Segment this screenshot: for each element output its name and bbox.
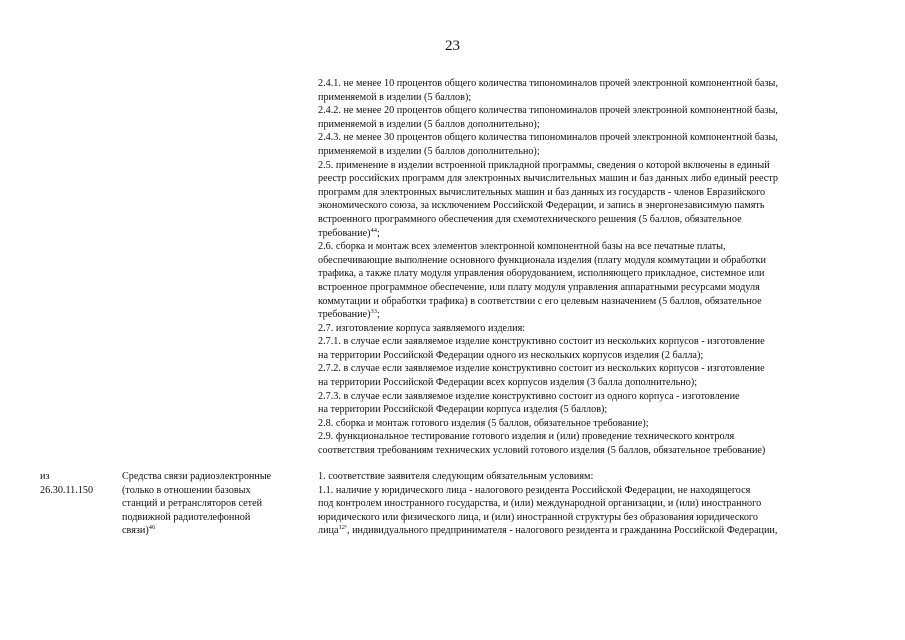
text-line: 2.8. сборка и монтаж готового изделия (5 баллов, обязательное требование); — [318, 417, 649, 429]
code-line: из — [40, 471, 50, 482]
text-line: 2.7.3. в случае если заявляемое изделие конструктивно состоит из одного корпуса - изготовление — [318, 390, 740, 402]
text-line: 2.4.1. не менее 10 процентов общего количества типономиналов прочей электронной компонентной базы, — [318, 78, 778, 89]
text-line: 1. соответствие заявителя следующим обязательным условиям: — [318, 471, 594, 482]
requirement-item — [318, 131, 878, 158]
text-line: на территории Российской Федерации всех корпусов изделия (3 балла дополнительно); — [318, 377, 698, 389]
text-line: обеспечивающие выполнение основного функционала изделия (плату модуля коммутации и обработки — [318, 254, 766, 266]
text-line: 2.5. применение в изделии встроенной прикладной программы, сведения о которой включены в единый — [318, 159, 770, 171]
name-line: (только в отношении базовых — [122, 484, 251, 496]
name-line: Средства связи радиоэлектронные — [122, 471, 272, 482]
text-line: реестр российских программ для электронных вычислительных машин и баз данных либо единый реестр — [318, 173, 778, 185]
text-line: 2.4.3. не менее 30 процентов общего количества типономиналов прочей электронной компонентной базы, — [318, 132, 778, 144]
footnote-marker: 44 — [370, 226, 377, 234]
text-line: 2.7.1. в случае если заявляемое изделие конструктивно состоит из нескольких корпусов - изготовление — [318, 336, 765, 348]
continued-requirements-list — [318, 77, 878, 458]
name-line: подвижной радиотелефонной — [122, 511, 251, 523]
requirement-item — [318, 390, 878, 417]
text-line: 2.7. изготовление корпуса заявляемого изделия: — [318, 322, 526, 334]
requirement-item — [318, 322, 878, 336]
product-name-cell — [122, 470, 302, 538]
text-line: трафика, а также плату модуля управления оборудованием, исполняющего прикладное, системное или — [318, 268, 765, 280]
line-tail: ; — [377, 309, 380, 321]
requirement-item — [318, 159, 878, 241]
text-line: 1.1. наличие у юридического лица - налогового резидента Российской Федерации, не находящегося — [318, 484, 751, 496]
line-tail: , индивидуального предпринимателя - налогового резидента и гражданина Российской Федерации, — [346, 525, 778, 537]
text-line: требование)$^{33}$; — [318, 308, 380, 321]
text-line: под контролем иностранного государства, и (или) международной организации, и (или) иностранного — [318, 498, 762, 510]
requirements-cell — [318, 470, 878, 538]
text-line: 2.7.2. в случае если заявляемое изделие конструктивно состоит из нескольких корпусов - изготовление — [318, 363, 765, 375]
text-line: 2.6. сборка и монтаж всех элементов электронной компонентной базы на все печатные платы, — [318, 241, 726, 253]
footnote-marker: 33 — [370, 308, 377, 316]
text-line: соответствия требованиям технических условий готового изделия (5 баллов, обязательное требование) — [318, 445, 766, 457]
product-code-cell — [40, 470, 110, 497]
text-line: лица$^{12^1}$, индивидуального предпринимателя - налогового резидента и гражданина Российской Федерации, — [318, 524, 778, 537]
code-line: 26.30.11.150 — [40, 484, 94, 496]
name-line: станций и ретрансляторов сетей — [122, 498, 263, 510]
text-line: встроенное программное обеспечение, или плату модуля управления аппаратными ресурсами модуля — [318, 281, 760, 293]
text-line: встроенного программного обеспечения для схемотехнического решения (5 баллов, обязательное — [318, 213, 742, 225]
text-line: юридического или физического лица, и (или) иностранной структуры без образования юридического — [318, 511, 758, 523]
text-line: коммутации и обработки трафика) в соответствии с его целевым назначением (5 баллов, обязательное — [318, 295, 762, 307]
text-line: 2.9. функциональное тестирование готового изделия и (или) проведение технического контроля — [318, 431, 735, 443]
requirement-item — [318, 430, 878, 457]
page-number: 23 — [445, 38, 460, 54]
text-line: применяемой в изделии (5 баллов); — [318, 91, 472, 103]
requirement-item — [318, 470, 878, 484]
text-line: применяемой в изделии (5 баллов дополнительно); — [318, 118, 540, 130]
footnote-marker: 46 — [148, 524, 156, 532]
requirement-item — [318, 417, 878, 431]
requirement-item — [318, 77, 878, 104]
text-line: применяемой в изделии (5 баллов дополнительно); — [318, 145, 540, 157]
requirement-item — [318, 240, 878, 322]
requirement-item — [318, 104, 878, 131]
text-line: 2.4.2. не менее 20 процентов общего количества типономиналов прочей электронной компонентной базы, — [318, 105, 778, 117]
text-line: экономического союза, за исключением Российской Федерации, и запись в энергонезависимую память — [318, 200, 765, 212]
requirement-item — [318, 362, 878, 389]
text-line: требование)$^{44}$; — [318, 226, 380, 239]
text-line: на территории Российской Федерации корпуса изделия (5 баллов); — [318, 404, 608, 416]
text-line: программ для электронных вычислительных машин и баз данных из государств - членов Евразийского — [318, 186, 766, 198]
requirement-item — [318, 484, 878, 538]
line-tail: ; — [377, 227, 380, 239]
footnote-marker: 12¹ — [338, 524, 347, 532]
name-line: связи)$^{46}$ — [122, 524, 156, 537]
requirement-item — [318, 335, 878, 362]
text-line: на территории Российской Федерации одного из нескольких корпусов изделия (2 балла); — [318, 349, 704, 361]
